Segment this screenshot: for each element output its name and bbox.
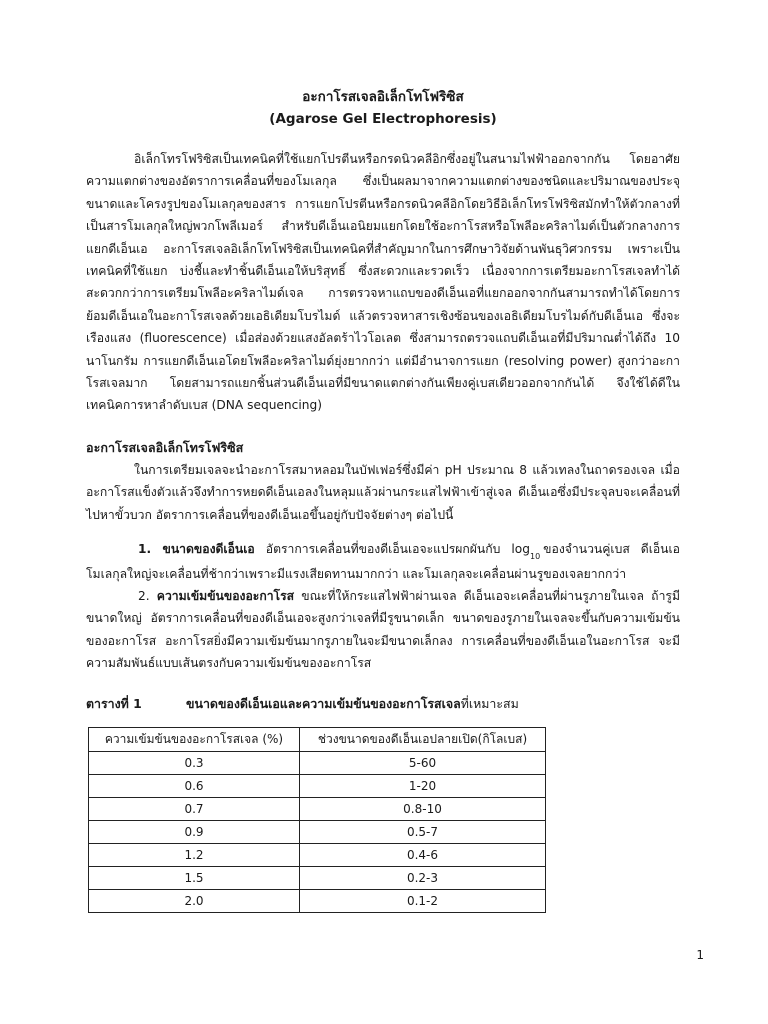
table-caption [86, 693, 680, 715]
table-cell-size-range: 0.4-6 [300, 843, 546, 866]
table-caption-title: ขนาดของดีเอ็นเอและความเข้มข้นของอะกาโรสเจล [186, 695, 461, 711]
table-cell-concentration: 0.9 [89, 820, 300, 843]
table-caption-rest: ที่เหมาะสม [460, 695, 519, 711]
agarose-table [88, 727, 546, 913]
table-row [89, 820, 546, 843]
factor-2-text: ขณะที่ให้กระแสไฟฟ้าผ่านเจล ดีเอ็นเอจะเคลื่อนที่ผ่านรูภายในเจล ถ้ารูมีขนาดใหญ่ อัตราการเคลื่อนที่ของดีเอ็นเอจะสูงกว่าเจลที่มีรูขนาดเล็ก ขนาดของรูภายในเจลจะขึ้นกับความเข้มข้นของอะกาโรส อะกาโรสยิ่งมีความเข้มข้นมากรูภายในจะมีขนาดเล็กลง การเคลื่อนที่ของดีเอ็นเอในอะกาโรส จะมีความสัมพันธ์แบบเส้นตรงกับความเข้มข้นของอะกาโรส [86, 588, 680, 671]
factor-2-prefix: 2. [138, 588, 157, 603]
table-row [89, 889, 546, 912]
table-caption-label: ตารางที่ 1 [86, 695, 142, 711]
table-cell-concentration: 1.2 [89, 843, 300, 866]
table-cell-size-range: 0.5-7 [300, 820, 546, 843]
section-heading: อะกาโรสเจลอิเล็กโทรโฟริซิส [86, 439, 244, 455]
table-cell-size-range: 0.1-2 [300, 889, 546, 912]
table-row [89, 866, 546, 889]
table-cell-concentration: 2.0 [89, 889, 300, 912]
table-row [89, 843, 546, 866]
table-cell-concentration: 0.6 [89, 774, 300, 797]
document-subtitle: (Agarose Gel Electrophoresis) [269, 111, 497, 127]
table-cell-size-range: 1-20 [300, 774, 546, 797]
table-cell-concentration: 0.7 [89, 797, 300, 820]
document-body [86, 86, 680, 913]
table-cell-concentration: 1.5 [89, 866, 300, 889]
table-header-concentration: ความเข้มข้นของอะกาโรสเจล (%) [89, 727, 300, 751]
factor-2-paragraph [86, 585, 680, 675]
document-title: อะกาโรสเจลอิเล็กโทโฟริซิส [302, 89, 464, 105]
factor-2-label: ความเข้มข้นของอะกาโรส [156, 588, 295, 603]
intro-paragraph: อิเล็กโทรโฟริซิสเป็นเทคนิคที่ใช้แยกโปรตีนหรือกรดนิวคลีอิกซึ่งอยู่ในสนามไฟฟ้าออกจากกัน โดยอาศัย ความแตกต่างของอัตราการเคลื่อนที่ของโมเลกุล ซึ่งเป็นผลมาจากความแตกต่างของชนิดและปริมาณของประจุ ขนาดและโครงรูปของโมเลกุลของสาร การแยกโปรตีนหรือกรดนิวคลีอิกโดยวิธีอิเล็กโทรโฟริซิสมักทำให้ตัวกลางที่เป็นสารโมเลกุลใหญ่พวกโพลีเมอร์ สำหรับดีเอ็นเอนิยมแยกโดยใช้อะกาโรสหรือโพลีอะคริลาไมด์เป็นตัวกลางการแยกดีเอ็นเอ อะกาโรสเจลอิเล็กโทโฟริซิสเป็นเทคนิคที่สำคัญมากในการศึกษาวิจัยด้านพันธุวิศวกรรม เพราะเป็นเทคนิคที่ใช้แยก บ่งชี้และทำชิ้นดีเอ็นเอให้บริสุทธิ์ ซึ่งสะดวกและรวดเร็ว เนื่องจากการเตรียมอะกาโรสเจลทำได้สะดวกกว่าการเตรียมโพลีอะคริลาไมด์เจล การตรวจหาแถบของดีเอ็นเอที่แยกออกจากกันสามารถทำได้โดยการย้อมดีเอ็นเอในอะกาโรสเจลด้วยเอธิเดียมโบรไมด์ แล้วตรวจหาสารเชิงซ้อนของเอธิเดียมโบรไมด์กับดีเอ็นเอ ซึ่งจะเรืองแสง (fluorescence) เมื่อส่องด้วยแสงอัลตร้าไวโอเลต ซึ่งสามารถตรวจแถบดีเอ็นเอที่มีปริมาณต่ำได้ถึง 10 นาโนกรัม การแยกดีเอ็นเอโดยโพลีอะคริลาไมด์ยุ่งยากกว่า แต่มีอำนาจการแยก (resolving power) สูงกว่าอะกาโรสเจลมาก โดยสามารถแยกชิ้นส่วนดีเอ็นเอที่มีขนาดแตกต่างกันเพียงคู่เบสเดียวออกจากกันได้ จึงใช้ได้ดีในเทคนิคการหาลำดับเบส (DNA sequencing) [86, 152, 680, 413]
factor-1-paragraph [86, 538, 680, 585]
table-cell-size-range: 0.2-3 [300, 866, 546, 889]
table-cell-concentration: 0.3 [89, 751, 300, 774]
table-header-row [89, 727, 546, 751]
table-cell-size-range: 5-60 [300, 751, 546, 774]
section-paragraph: ในการเตรียมเจลจะนำอะกาโรสมาหลอมในบัฟเฟอร์ซึ่งมีค่า pH ประมาณ 8 แล้วเทลงในถาดรองเจล เมื่ออะกาโรสแข็งตัวแล้วจึงทำการหยดดีเอ็นเอลงในหลุมแล้วผ่านกระแสไฟฟ้าเข้าสู่เจล ดีเอ็นเอซึ่งมีประจุลบจะเคลื่อนที่ไปหาขั้วบวก อัตราการเคลื่อนที่ของดีเอ็นเอขึ้นอยู่กับปัจจัยต่างๆ ต่อไปนี้ [86, 462, 680, 522]
table-cell-size-range: 0.8-10 [300, 797, 546, 820]
factor-1-text-a: อัตราการเคลื่อนที่ของดีเอ็นเอจะแปรผกผันกับ log [254, 542, 530, 557]
table-row [89, 797, 546, 820]
table-header-size-range: ช่วงขนาดของดีเอ็นเอปลายเปิด(กิโลเบส) [300, 727, 546, 751]
table-row [89, 751, 546, 774]
page-number: 1 [696, 948, 704, 962]
factor-1-label: 1. ขนาดของดีเอ็นเอ [138, 542, 255, 557]
table-row [89, 774, 546, 797]
factor-1-text-b: ของจำนวนคู่เบส ดีเอ็นเอโมเลกุลใหญ่จะเคลื่อนที่ช้ากว่าเพราะมีแรงเสียดทานมากกว่า และโมเลกุลจะเคลื่อนผ่านรูของเจลยากกว่า [86, 542, 680, 581]
log-subscript: 10 [529, 552, 541, 562]
